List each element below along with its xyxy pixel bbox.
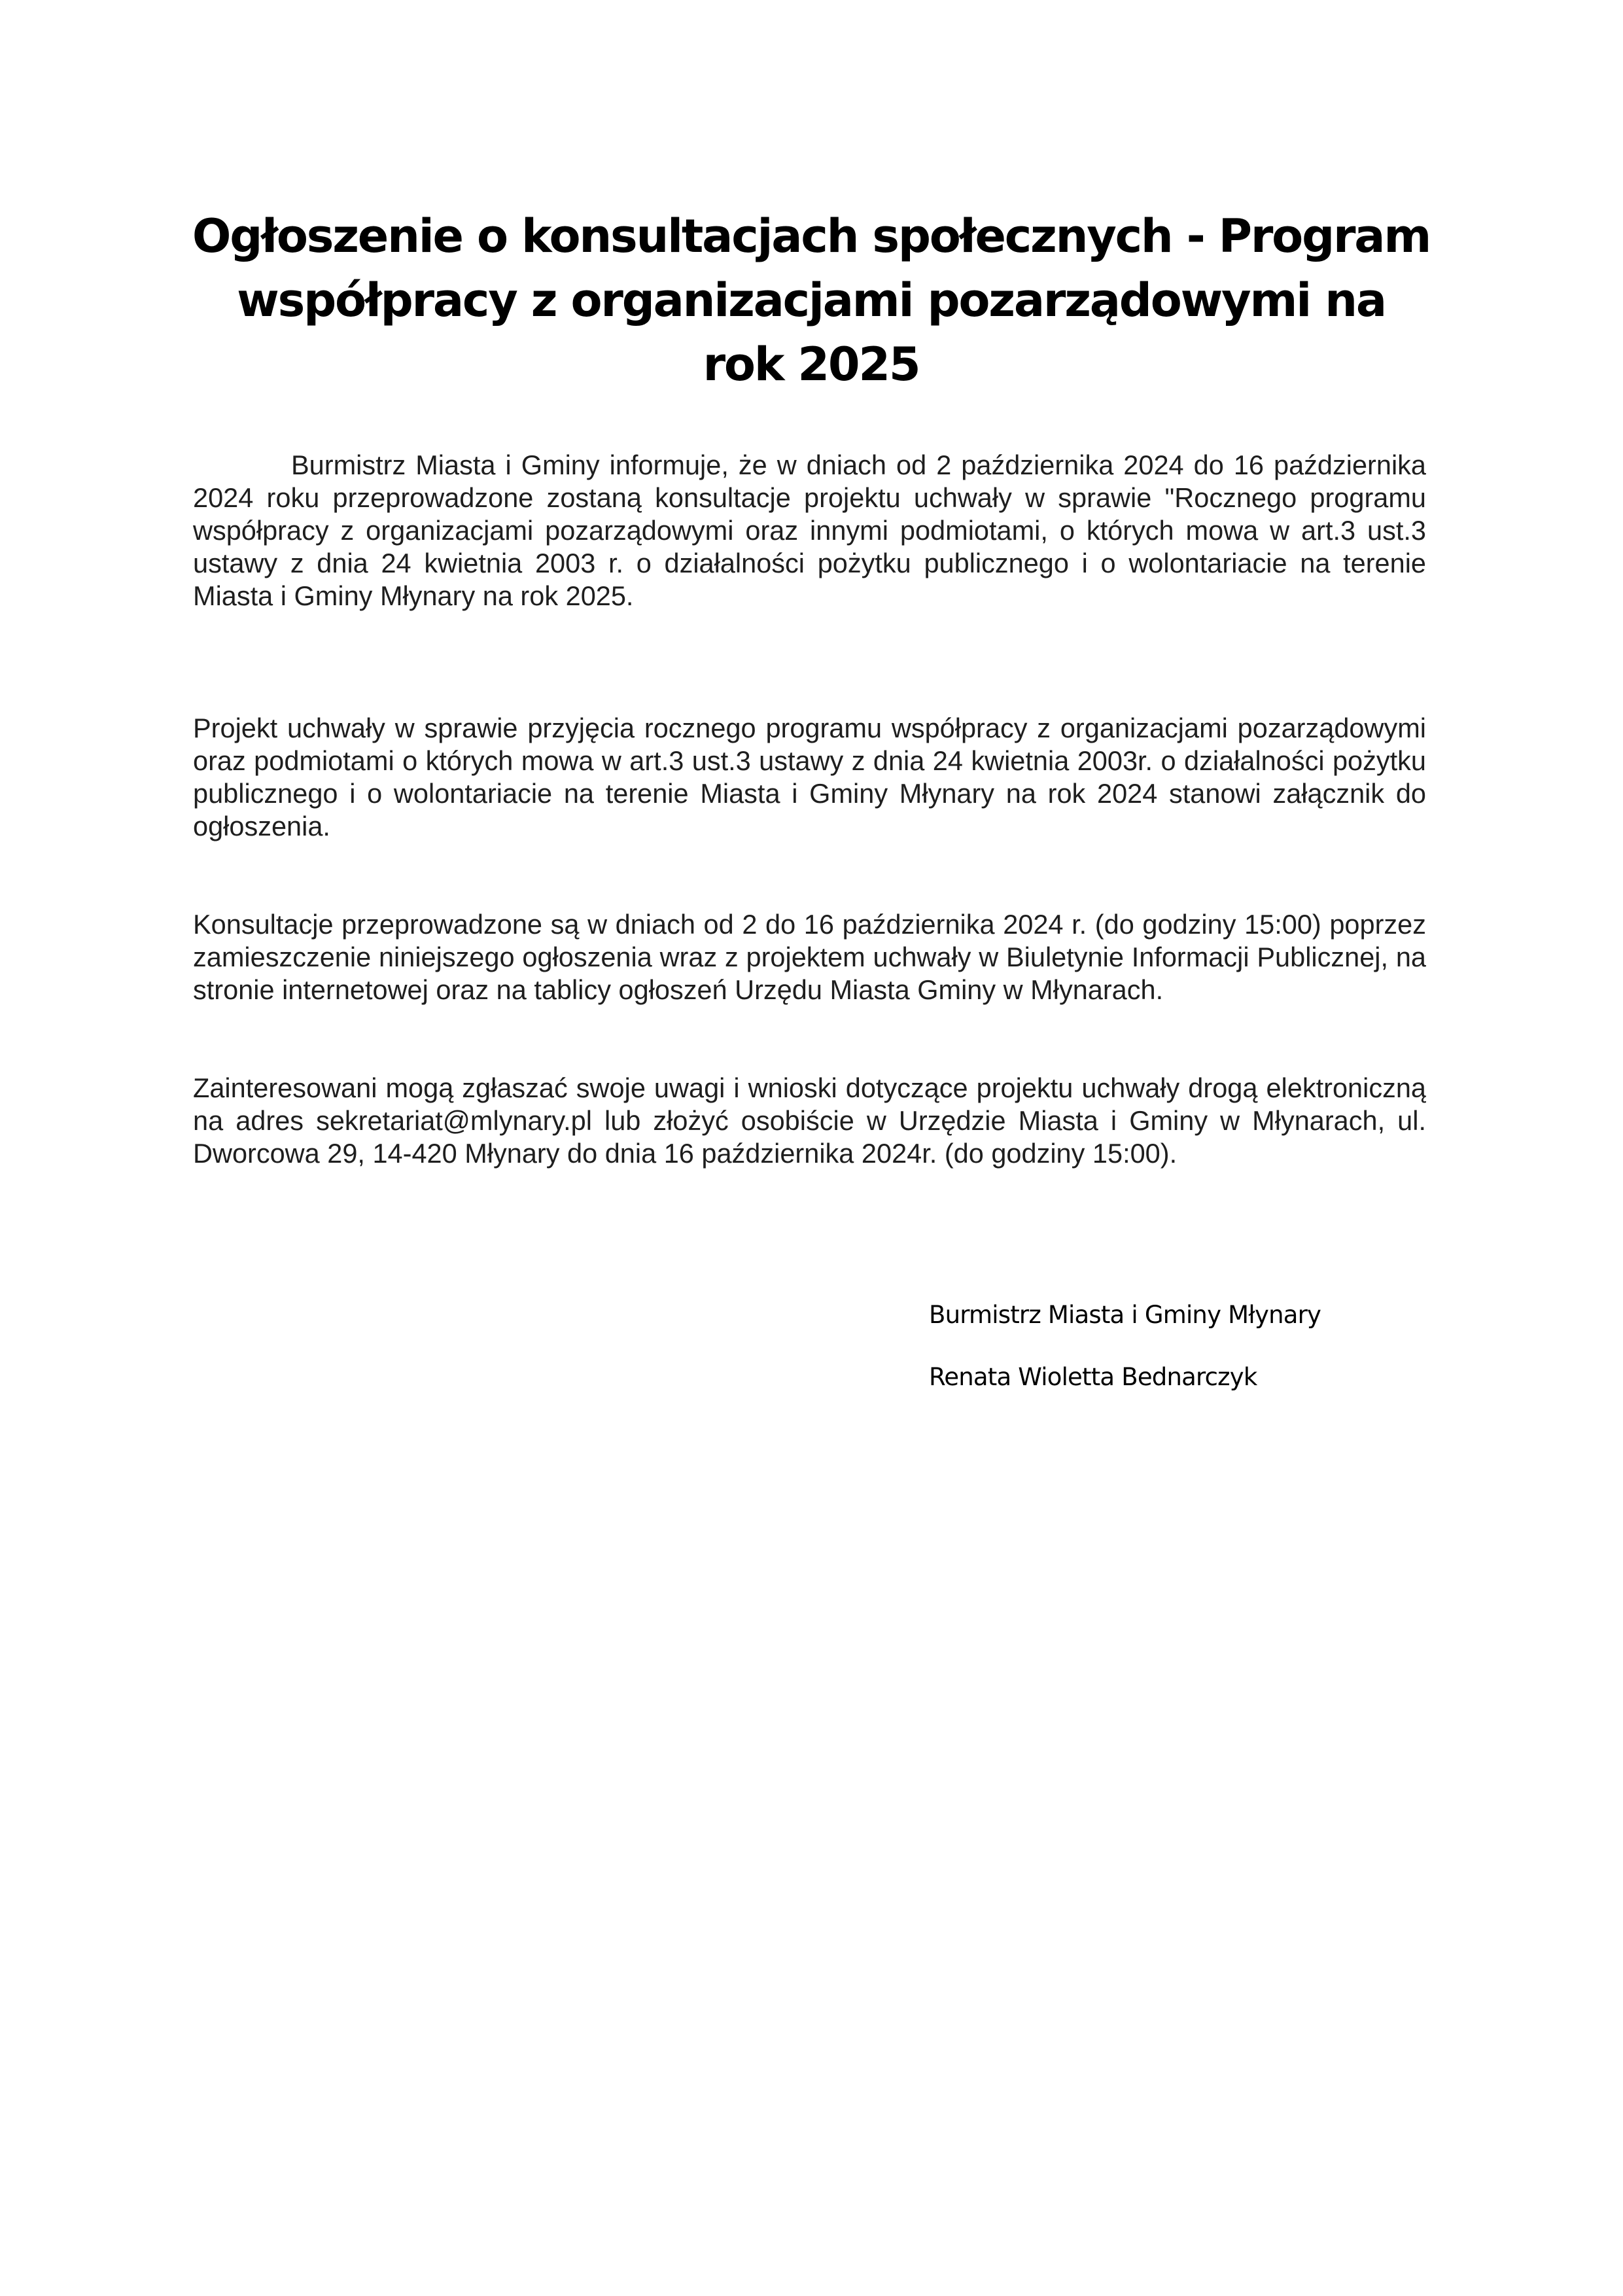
document-title: Ogłoszenie o konsultacjach społecznych - Program współpracy z organizacjami pozarządowymi na rok 2025	[192, 209, 1431, 391]
signature-name: Renata Wioletta Bednarczyk	[929, 1363, 1257, 1391]
paragraph-announcement	[193, 449, 1426, 612]
paragraph-project-attachment: Projekt uchwały w sprawie przyjęcia rocznego programu współpracy z organizacjami pozarządowymi oraz podmiotami o których mowa w art.3 ust.3 ustawy z dnia 24 kwietnia 2003r. o działalności pożytku publicznego i o wolontariacie na terenie Miasta i Gminy Młynary na rok 2024 stanowi załącznik do ogłoszenia.	[193, 713, 1426, 841]
signature-role: Burmistrz Miasta i Gminy Młynary	[929, 1301, 1321, 1329]
paragraph-submission-info: Zainteresowani mogą zgłaszać swoje uwagi i wnioski dotyczące projektu uchwały drogą elektroniczną na adres sekretariat@mlynary.pl lub złożyć osobiście w Urzędzie Miasta i Gminy w Młynarach, ul. Dworcowa 29, 14-420 Młynary do dnia 16 października 2024r. (do godziny 15:00).	[193, 1072, 1426, 1169]
paragraph-consultation-period: Konsultacje przeprowadzone są w dniach od 2 do 16 października 2024 r. (do godziny 15:00) poprzez zamieszczenie niniejszego ogłoszenia wraz z projektem uchwały w Biuletynie Informacji Publicznej, na stronie internetowej oraz na tablicy ogłoszeń Urzędu Miasta Gminy w Młynarach.	[193, 909, 1426, 1005]
paragraph-text: Burmistrz Miasta i Gminy informuje, że w dniach od 2 października 2024 do 16 października 2024 roku przeprowadzone zostaną konsultacje projektu uchwały w sprawie "Rocznego programu współpracy z organizacjami pozarządowymi oraz innymi podmiotami, o których mowa w art.3 ust.3 ustawy z dnia 24 kwietnia 2003 r. o działalności pożytku publicznego i o wolontariacie na terenie Miasta i Gminy Młynary na rok 2025.	[193, 450, 1426, 611]
